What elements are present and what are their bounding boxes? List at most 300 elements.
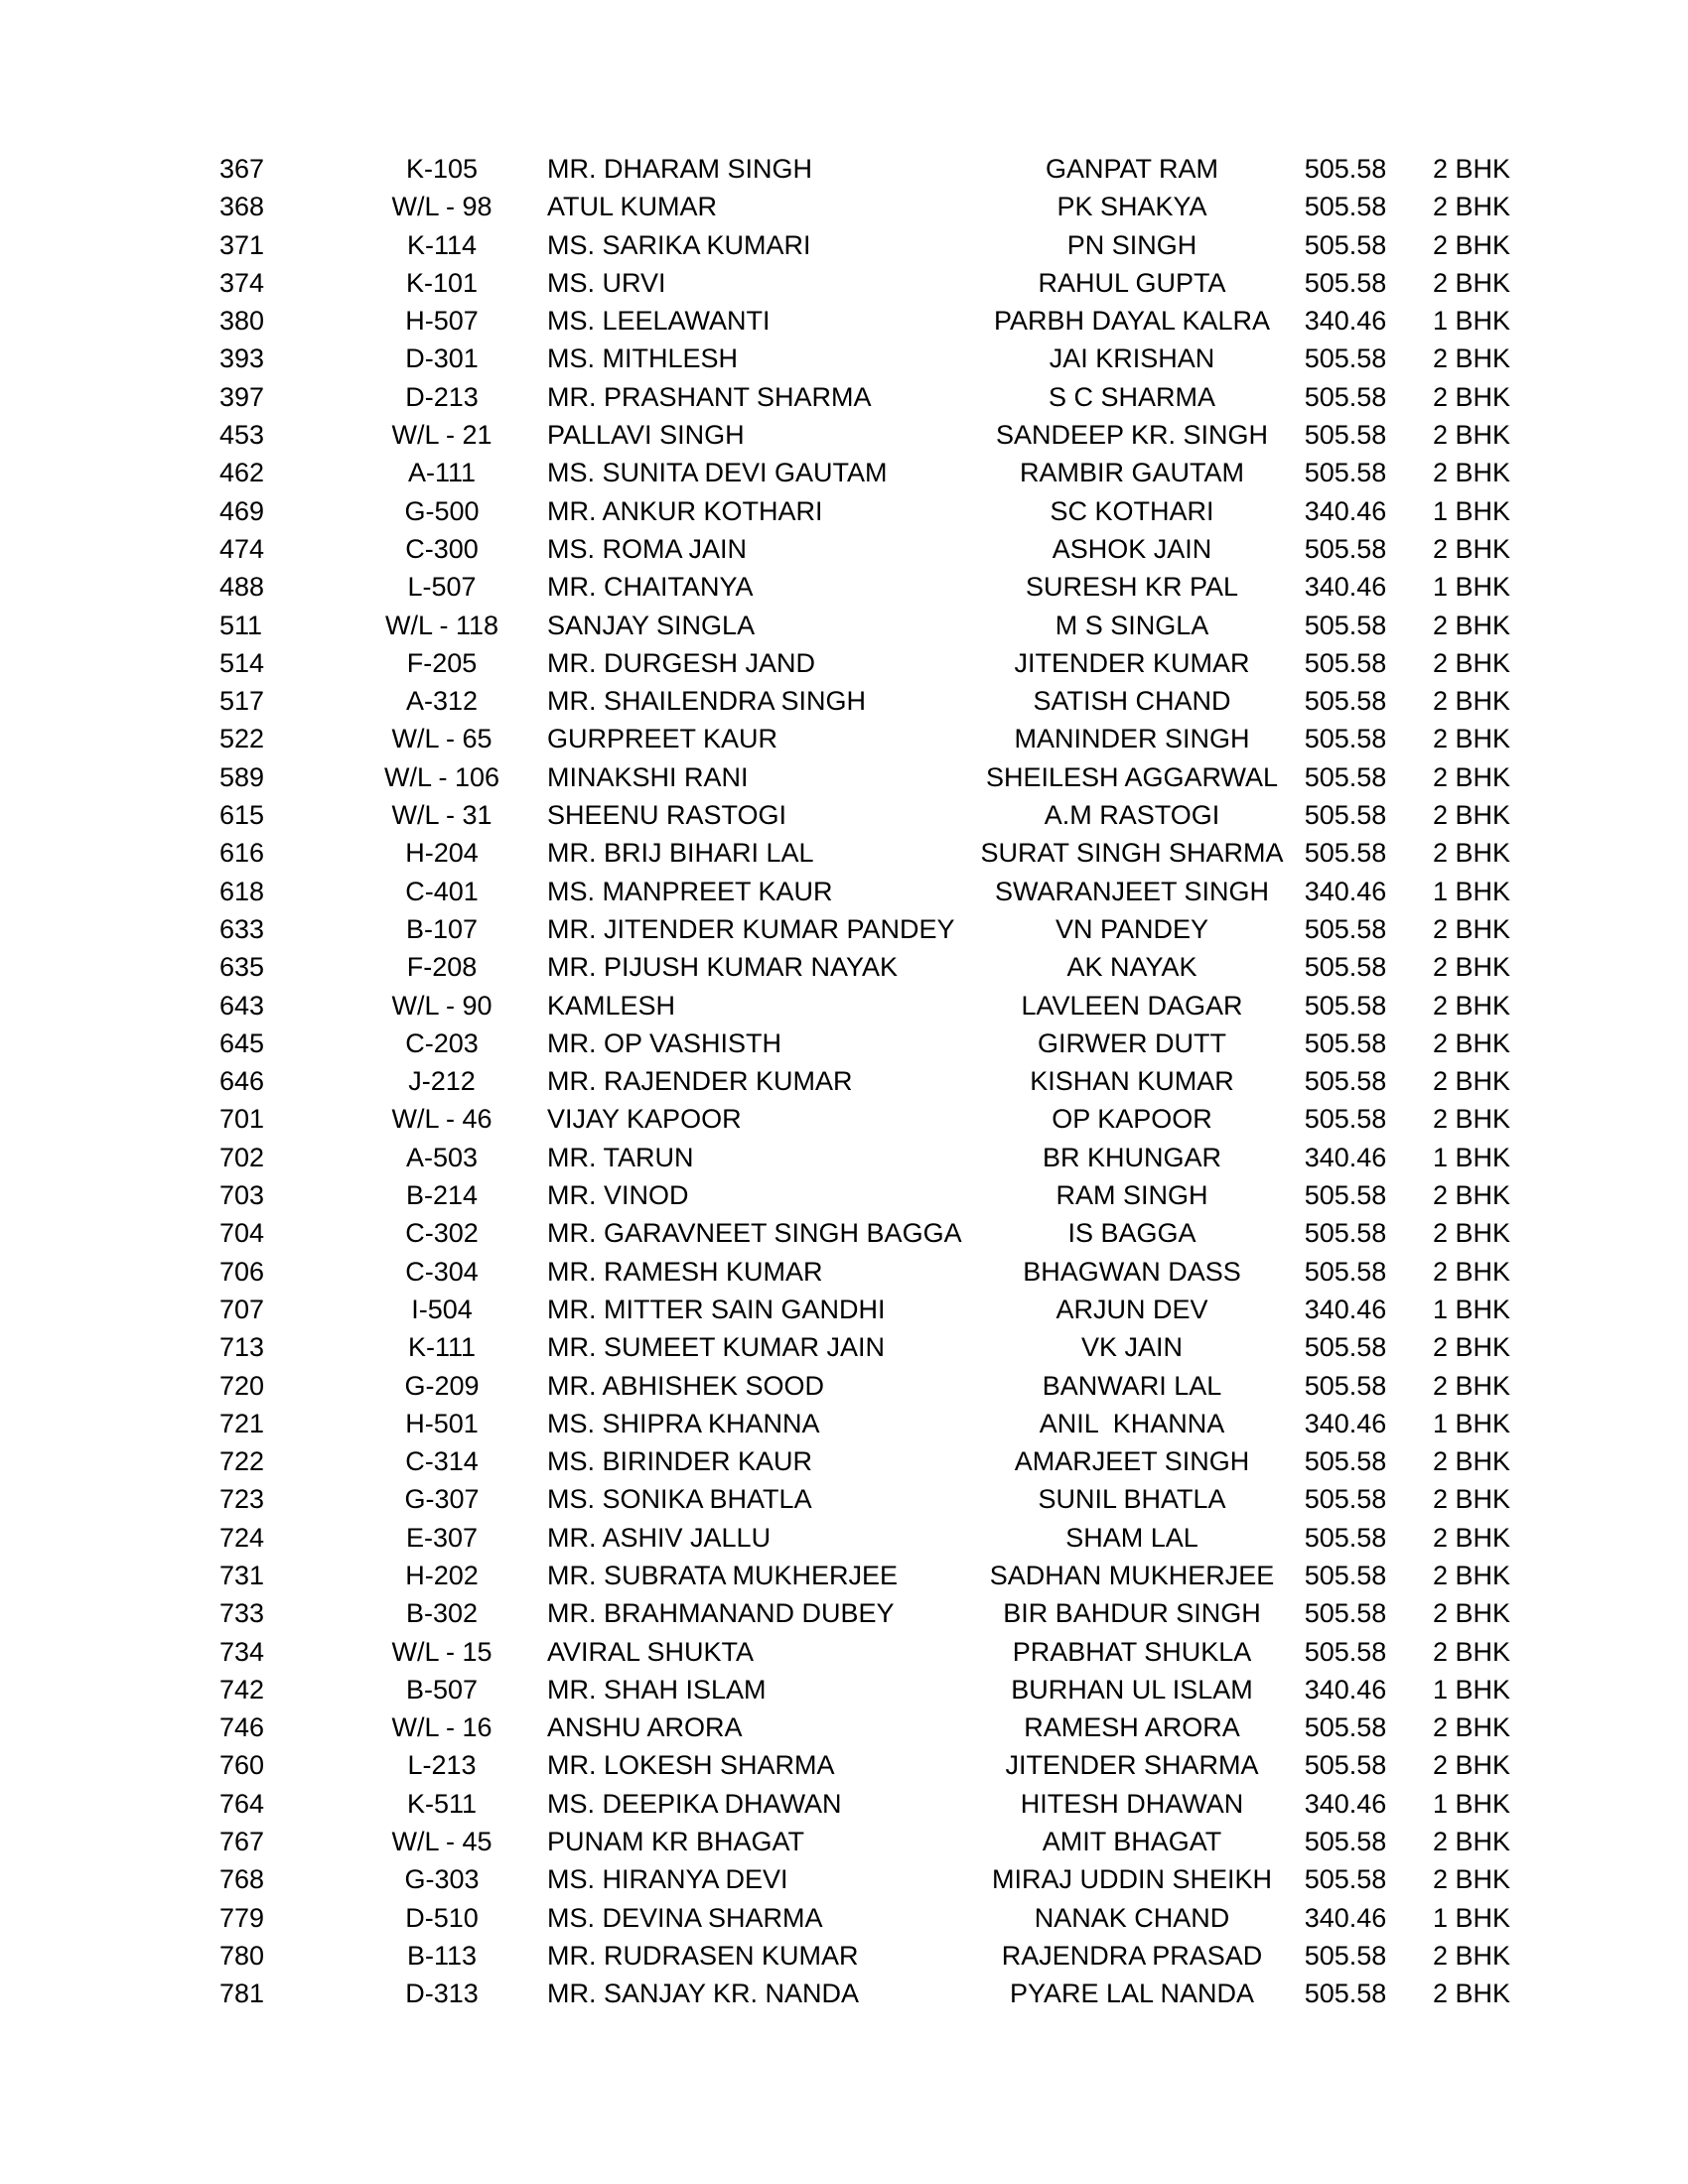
- flat-type: 2 BHK: [1433, 610, 1511, 640]
- father-name: SATISH CHAND: [1033, 686, 1231, 717]
- table-row: [0, 1139, 1688, 1176]
- flat-type: 1 BHK: [1433, 876, 1511, 906]
- table-row: [0, 1633, 1688, 1671]
- area-value: 505.58: [1304, 267, 1387, 298]
- unit-number: H-501: [405, 1408, 479, 1438]
- unit-number: W/L - 15: [391, 1636, 492, 1667]
- table-row: [0, 1975, 1688, 2012]
- allottee-name: MR. TARUN: [547, 1142, 694, 1172]
- flat-type: 2 BHK: [1433, 192, 1511, 222]
- flat-type: 2 BHK: [1433, 800, 1511, 831]
- allottee-name: MR. SUMEET KUMAR JAIN: [547, 1332, 886, 1363]
- unit-number: D-313: [405, 1979, 479, 2009]
- area-value: 505.58: [1304, 1750, 1387, 1781]
- serial-number: 469: [219, 495, 265, 526]
- serial-number: 367: [219, 154, 265, 184]
- area-value: 505.58: [1304, 420, 1387, 451]
- area-value: 505.58: [1304, 1827, 1387, 1857]
- flat-type: 2 BHK: [1433, 1104, 1511, 1135]
- allottee-name: MS. ROMA JAIN: [547, 533, 748, 564]
- serial-number: 393: [219, 343, 265, 374]
- father-name: BHAGWAN DASS: [1023, 1256, 1241, 1287]
- table-row: [0, 1785, 1688, 1823]
- allottee-name: MR. SANJAY KR. NANDA: [547, 1979, 860, 2009]
- unit-number: W/L - 31: [391, 800, 492, 831]
- area-value: 505.58: [1304, 952, 1387, 983]
- area-value: 505.58: [1304, 1864, 1387, 1895]
- allottee-name: MR. BRIJ BIHARI LAL: [547, 838, 814, 869]
- area-value: 340.46: [1304, 1408, 1387, 1438]
- flat-type: 2 BHK: [1433, 724, 1511, 754]
- unit-number: H-507: [405, 306, 479, 337]
- unit-number: K-114: [406, 229, 478, 260]
- area-value: 505.58: [1304, 1522, 1387, 1553]
- serial-number: 706: [219, 1256, 265, 1287]
- father-name: KISHAN KUMAR: [1030, 1066, 1234, 1097]
- father-name: OP KAPOOR: [1052, 1104, 1212, 1135]
- serial-number: 645: [219, 1027, 265, 1058]
- area-value: 505.58: [1304, 458, 1387, 488]
- unit-number: G-303: [404, 1864, 480, 1895]
- father-name: VK JAIN: [1080, 1332, 1184, 1363]
- allottee-name: MR. SHAH ISLAM: [547, 1674, 767, 1705]
- unit-number: K-101: [405, 267, 479, 298]
- table-row: [0, 454, 1688, 491]
- father-name: AMARJEET SINGH: [1014, 1446, 1250, 1477]
- table-row: [0, 150, 1688, 188]
- table-row: [0, 1291, 1688, 1328]
- flat-type: 2 BHK: [1433, 1750, 1511, 1781]
- flat-type: 2 BHK: [1433, 761, 1511, 792]
- father-name: HITESH DHAWAN: [1020, 1788, 1244, 1819]
- unit-number: C-300: [405, 533, 479, 564]
- unit-number: K-105: [405, 154, 479, 184]
- table-row: [0, 796, 1688, 834]
- serial-number: 764: [219, 1788, 265, 1819]
- area-value: 505.58: [1304, 1598, 1387, 1629]
- serial-number: 453: [219, 420, 265, 451]
- serial-number: 734: [219, 1636, 265, 1667]
- serial-number: 746: [219, 1712, 265, 1743]
- allottee-name: MR. JITENDER KUMAR PANDEY: [547, 913, 955, 944]
- table-row: [0, 302, 1688, 340]
- area-value: 340.46: [1304, 1294, 1387, 1324]
- serial-number: 731: [219, 1560, 265, 1590]
- father-name: RAJENDRA PRASAD: [1001, 1940, 1263, 1971]
- father-name: GIRWER DUTT: [1038, 1027, 1226, 1058]
- flat-type: 1 BHK: [1433, 1788, 1511, 1819]
- serial-number: 616: [219, 838, 265, 869]
- father-name: PRABHAT SHUKLA: [1012, 1636, 1252, 1667]
- flat-type: 1 BHK: [1433, 1142, 1511, 1172]
- unit-number: B-302: [405, 1598, 479, 1629]
- father-name: BANWARI LAL: [1042, 1370, 1222, 1401]
- flat-type: 1 BHK: [1433, 1294, 1511, 1324]
- allottee-name: SANJAY SINGLA: [547, 610, 756, 640]
- table-row: [0, 492, 1688, 530]
- unit-number: W/L - 65: [391, 724, 492, 754]
- allottee-name: KAMLESH: [547, 990, 676, 1021]
- father-name: ASHOK JAIN: [1052, 533, 1212, 564]
- area-value: 505.58: [1304, 610, 1387, 640]
- table-row: [0, 1860, 1688, 1898]
- table-row: [0, 948, 1688, 986]
- serial-number: 589: [219, 761, 265, 792]
- unit-number: L-507: [407, 572, 477, 603]
- table-row: [0, 1214, 1688, 1252]
- father-name: SHEILESH AGGARWAL: [985, 761, 1279, 792]
- allottee-name: MS. DEEPIKA DHAWAN: [547, 1788, 842, 1819]
- allottee-name: MR. SUBRATA MUKHERJEE: [547, 1560, 899, 1590]
- unit-number: C-304: [405, 1256, 479, 1287]
- flat-type: 2 BHK: [1433, 838, 1511, 869]
- area-value: 340.46: [1304, 1788, 1387, 1819]
- table-row: [0, 226, 1688, 264]
- unit-number: D-301: [405, 343, 479, 374]
- father-name: RAMBIR GAUTAM: [1019, 458, 1244, 488]
- unit-number: K-511: [406, 1788, 478, 1819]
- table-row: [0, 340, 1688, 377]
- flat-type: 2 BHK: [1433, 154, 1511, 184]
- father-name: SURESH KR PAL: [1025, 572, 1239, 603]
- flat-type: 2 BHK: [1433, 647, 1511, 678]
- father-name: AK NAYAK: [1066, 952, 1197, 983]
- serial-number: 643: [219, 990, 265, 1021]
- area-value: 340.46: [1304, 1142, 1387, 1172]
- area-value: 505.58: [1304, 724, 1387, 754]
- allottee-name: MR. SHAILENDRA SINGH: [547, 686, 867, 717]
- unit-number: W/L - 90: [391, 990, 492, 1021]
- area-value: 505.58: [1304, 1256, 1387, 1287]
- father-name: JITENDER KUMAR: [1014, 647, 1250, 678]
- allottee-name: MR. MITTER SAIN GANDHI: [547, 1294, 886, 1324]
- table-row: [0, 1405, 1688, 1442]
- allottee-name: MR. RUDRASEN KUMAR: [547, 1940, 859, 1971]
- flat-type: 2 BHK: [1433, 1827, 1511, 1857]
- area-value: 505.58: [1304, 1066, 1387, 1097]
- unit-number: B-507: [405, 1674, 479, 1705]
- allottee-name: MR. PRASHANT SHARMA: [547, 381, 872, 412]
- table-row: [0, 1176, 1688, 1214]
- allottee-name: VIJAY KAPOOR: [547, 1104, 742, 1135]
- unit-number: W/L - 21: [391, 420, 492, 451]
- serial-number: 633: [219, 913, 265, 944]
- father-name: MANINDER SINGH: [1014, 724, 1250, 754]
- allottee-name: MR. BRAHMANAND DUBEY: [547, 1598, 895, 1629]
- table-row: [0, 834, 1688, 872]
- flat-type: 1 BHK: [1433, 495, 1511, 526]
- unit-number: W/L - 16: [391, 1712, 492, 1743]
- area-value: 505.58: [1304, 1370, 1387, 1401]
- serial-number: 742: [219, 1674, 265, 1705]
- table-row: [0, 607, 1688, 644]
- father-name: SURAT SINGH SHARMA: [980, 838, 1284, 869]
- flat-type: 2 BHK: [1433, 1712, 1511, 1743]
- unit-number: D-213: [405, 381, 479, 412]
- allottee-name: ANSHU ARORA: [547, 1712, 743, 1743]
- father-name: A.M RASTOGI: [1044, 800, 1220, 831]
- flat-type: 2 BHK: [1433, 420, 1511, 451]
- allottee-name: MR. CHAITANYA: [547, 572, 754, 603]
- table-row: [0, 1253, 1688, 1291]
- flat-type: 2 BHK: [1433, 1332, 1511, 1363]
- flat-type: 2 BHK: [1433, 1180, 1511, 1211]
- unit-number: F-205: [406, 647, 478, 678]
- area-value: 505.58: [1304, 1104, 1387, 1135]
- table-row: [0, 1708, 1688, 1746]
- serial-number: 733: [219, 1598, 265, 1629]
- flat-type: 1 BHK: [1433, 1408, 1511, 1438]
- area-value: 505.58: [1304, 533, 1387, 564]
- allottee-name: PUNAM KR BHAGAT: [547, 1827, 805, 1857]
- flat-type: 2 BHK: [1433, 458, 1511, 488]
- allottee-name: MR. ASHIV JALLU: [547, 1522, 772, 1553]
- father-name: SANDEEP KR. SINGH: [995, 420, 1269, 451]
- flat-type: 2 BHK: [1433, 1598, 1511, 1629]
- allottee-name: MR. RAMESH KUMAR: [547, 1256, 823, 1287]
- father-name: BURHAN UL ISLAM: [1011, 1674, 1253, 1705]
- unit-number: C-401: [405, 876, 479, 906]
- area-value: 505.58: [1304, 1446, 1387, 1477]
- flat-type: 2 BHK: [1433, 381, 1511, 412]
- flat-type: 1 BHK: [1433, 572, 1511, 603]
- table-row: [0, 1557, 1688, 1594]
- allottee-name: MR. OP VASHISTH: [547, 1027, 782, 1058]
- serial-number: 767: [219, 1827, 265, 1857]
- allottee-name: MS. SARIKA KUMARI: [547, 229, 811, 260]
- area-value: 505.58: [1304, 154, 1387, 184]
- father-name: SADHAN MUKHERJEE: [989, 1560, 1275, 1590]
- unit-number: B-107: [405, 913, 479, 944]
- father-name: AMIT BHAGAT: [1042, 1827, 1222, 1857]
- allottee-name: MS. SHIPRA KHANNA: [547, 1408, 820, 1438]
- serial-number: 707: [219, 1294, 265, 1324]
- area-value: 505.58: [1304, 913, 1387, 944]
- flat-type: 2 BHK: [1433, 686, 1511, 717]
- allottee-name: MS. LEELAWANTI: [547, 306, 771, 337]
- area-value: 505.58: [1304, 1636, 1387, 1667]
- area-value: 340.46: [1304, 306, 1387, 337]
- serial-number: 779: [219, 1902, 265, 1933]
- serial-number: 517: [219, 686, 265, 717]
- flat-type: 2 BHK: [1433, 990, 1511, 1021]
- unit-number: C-314: [405, 1446, 479, 1477]
- flat-type: 2 BHK: [1433, 1636, 1511, 1667]
- father-name: PARBH DAYAL KALRA: [993, 306, 1271, 337]
- serial-number: 371: [219, 229, 265, 260]
- table-row: [0, 1746, 1688, 1784]
- serial-number: 713: [219, 1332, 265, 1363]
- area-value: 505.58: [1304, 761, 1387, 792]
- table-row: [0, 378, 1688, 416]
- allottee-name: MS. DEVINA SHARMA: [547, 1902, 823, 1933]
- allottee-name: MR. LOKESH SHARMA: [547, 1750, 835, 1781]
- unit-number: A-111: [407, 458, 477, 488]
- table-row: [0, 1671, 1688, 1708]
- table-row: [0, 644, 1688, 682]
- table-row: [0, 1594, 1688, 1632]
- area-value: 505.58: [1304, 686, 1387, 717]
- father-name: SHAM LAL: [1065, 1522, 1198, 1553]
- area-value: 340.46: [1304, 1674, 1387, 1705]
- allottee-name: MINAKSHI RANI: [547, 761, 749, 792]
- area-value: 505.58: [1304, 381, 1387, 412]
- allottee-name: PALLAVI SINGH: [547, 420, 745, 451]
- serial-number: 701: [219, 1104, 265, 1135]
- unit-number: F-208: [406, 952, 478, 983]
- serial-number: 724: [219, 1522, 265, 1553]
- allottee-name: MR. RAJENDER KUMAR: [547, 1066, 853, 1097]
- unit-number: A-503: [405, 1142, 479, 1172]
- area-value: 505.58: [1304, 1940, 1387, 1971]
- father-name: SUNIL BHATLA: [1038, 1484, 1226, 1515]
- area-value: 340.46: [1304, 572, 1387, 603]
- allottee-name: MS. MANPREET KAUR: [547, 876, 833, 906]
- father-name: BIR BAHDUR SINGH: [1003, 1598, 1261, 1629]
- area-value: 505.58: [1304, 647, 1387, 678]
- serial-number: 723: [219, 1484, 265, 1515]
- father-name: VN PANDEY: [1055, 913, 1209, 944]
- allottee-name: MR. VINOD: [547, 1180, 689, 1211]
- table-row: [0, 264, 1688, 302]
- flat-type: 2 BHK: [1433, 913, 1511, 944]
- unit-number: I-504: [411, 1294, 473, 1324]
- allottee-name: SHEENU RASTOGI: [547, 800, 787, 831]
- area-value: 505.58: [1304, 1332, 1387, 1363]
- serial-number: 721: [219, 1408, 265, 1438]
- serial-number: 702: [219, 1142, 265, 1172]
- serial-number: 488: [219, 572, 265, 603]
- flat-type: 1 BHK: [1433, 1674, 1511, 1705]
- flat-type: 2 BHK: [1433, 1522, 1511, 1553]
- table-row: [0, 873, 1688, 910]
- area-value: 505.58: [1304, 1027, 1387, 1058]
- flat-type: 2 BHK: [1433, 267, 1511, 298]
- unit-number: E-307: [405, 1522, 479, 1553]
- serial-number: 768: [219, 1864, 265, 1895]
- unit-number: W/L - 118: [384, 610, 499, 640]
- unit-number: G-307: [404, 1484, 480, 1515]
- table-row: [0, 188, 1688, 225]
- unit-number: A-312: [405, 686, 479, 717]
- table-row: [0, 1442, 1688, 1480]
- unit-number: W/L - 46: [391, 1104, 492, 1135]
- allottee-name: ATUL KUMAR: [547, 192, 718, 222]
- table-row: [0, 416, 1688, 454]
- unit-number: H-202: [405, 1560, 479, 1590]
- serial-number: 703: [219, 1180, 265, 1211]
- unit-number: K-111: [407, 1332, 477, 1363]
- unit-number: B-113: [406, 1940, 478, 1971]
- flat-type: 2 BHK: [1433, 1940, 1511, 1971]
- area-value: 505.58: [1304, 1218, 1387, 1249]
- father-name: MIRAJ UDDIN SHEIKH: [991, 1864, 1273, 1895]
- father-name: RAM SINGH: [1055, 1180, 1208, 1211]
- unit-number: G-500: [404, 495, 480, 526]
- flat-type: 2 BHK: [1433, 1446, 1511, 1477]
- unit-number: C-302: [405, 1218, 479, 1249]
- area-value: 505.58: [1304, 229, 1387, 260]
- flat-type: 2 BHK: [1433, 1370, 1511, 1401]
- father-name: LAVLEEN DAGAR: [1021, 990, 1243, 1021]
- flat-type: 2 BHK: [1433, 1979, 1511, 2009]
- unit-number: L-213: [407, 1750, 477, 1781]
- father-name: BR KHUNGAR: [1042, 1142, 1222, 1172]
- father-name: SWARANJEET SINGH: [994, 876, 1270, 906]
- father-name: GANPAT RAM: [1045, 154, 1219, 184]
- serial-number: 374: [219, 267, 265, 298]
- area-value: 505.58: [1304, 990, 1387, 1021]
- father-name: PN SINGH: [1066, 229, 1197, 260]
- table-row: [0, 1937, 1688, 1975]
- father-name: PK SHAKYA: [1056, 192, 1207, 222]
- area-value: 505.58: [1304, 343, 1387, 374]
- serial-number: 380: [219, 306, 265, 337]
- flat-type: 2 BHK: [1433, 1484, 1511, 1515]
- flat-type: 2 BHK: [1433, 343, 1511, 374]
- area-value: 340.46: [1304, 876, 1387, 906]
- flat-type: 2 BHK: [1433, 533, 1511, 564]
- area-value: 505.58: [1304, 838, 1387, 869]
- unit-number: W/L - 106: [383, 761, 500, 792]
- flat-type: 2 BHK: [1433, 1066, 1511, 1097]
- flat-type: 2 BHK: [1433, 1218, 1511, 1249]
- allottee-name: MR. DHARAM SINGH: [547, 154, 813, 184]
- table-row: [0, 1519, 1688, 1557]
- table-row: [0, 987, 1688, 1024]
- father-name: RAHUL GUPTA: [1038, 267, 1226, 298]
- area-value: 505.58: [1304, 192, 1387, 222]
- flat-type: 2 BHK: [1433, 952, 1511, 983]
- serial-number: 511: [219, 610, 263, 640]
- serial-number: 704: [219, 1218, 265, 1249]
- table-row: [0, 1823, 1688, 1860]
- serial-number: 615: [219, 800, 265, 831]
- flat-type: 2 BHK: [1433, 1560, 1511, 1590]
- father-name: JITENDER SHARMA: [1005, 1750, 1259, 1781]
- table-row: [0, 682, 1688, 720]
- serial-number: 646: [219, 1066, 265, 1097]
- area-value: 505.58: [1304, 1484, 1387, 1515]
- father-name: SC KOTHARI: [1050, 495, 1214, 526]
- area-value: 340.46: [1304, 495, 1387, 526]
- table-row: [0, 1328, 1688, 1366]
- allottee-name: MS. SONIKA BHATLA: [547, 1484, 812, 1515]
- father-name: PYARE LAL NANDA: [1009, 1979, 1255, 2009]
- table-row: [0, 1062, 1688, 1100]
- unit-number: C-203: [405, 1027, 479, 1058]
- table-row: [0, 568, 1688, 606]
- serial-number: 720: [219, 1370, 265, 1401]
- table-row: [0, 1480, 1688, 1518]
- table-row: [0, 1367, 1688, 1405]
- flat-type: 1 BHK: [1433, 1902, 1511, 1933]
- unit-number: D-510: [405, 1902, 479, 1933]
- table-row: [0, 910, 1688, 948]
- serial-number: 368: [219, 192, 265, 222]
- flat-type: 2 BHK: [1433, 1256, 1511, 1287]
- allottee-name: MR. PIJUSH KUMAR NAYAK: [547, 952, 899, 983]
- serial-number: 514: [219, 647, 265, 678]
- area-value: 505.58: [1304, 1712, 1387, 1743]
- allottee-name: MR. ANKUR KOTHARI: [547, 495, 823, 526]
- father-name: JAI KRISHAN: [1049, 343, 1215, 374]
- serial-number: 781: [219, 1979, 265, 2009]
- father-name: IS BAGGA: [1067, 1218, 1196, 1249]
- unit-number: W/L - 98: [391, 192, 492, 222]
- table-row: [0, 720, 1688, 757]
- area-value: 505.58: [1304, 800, 1387, 831]
